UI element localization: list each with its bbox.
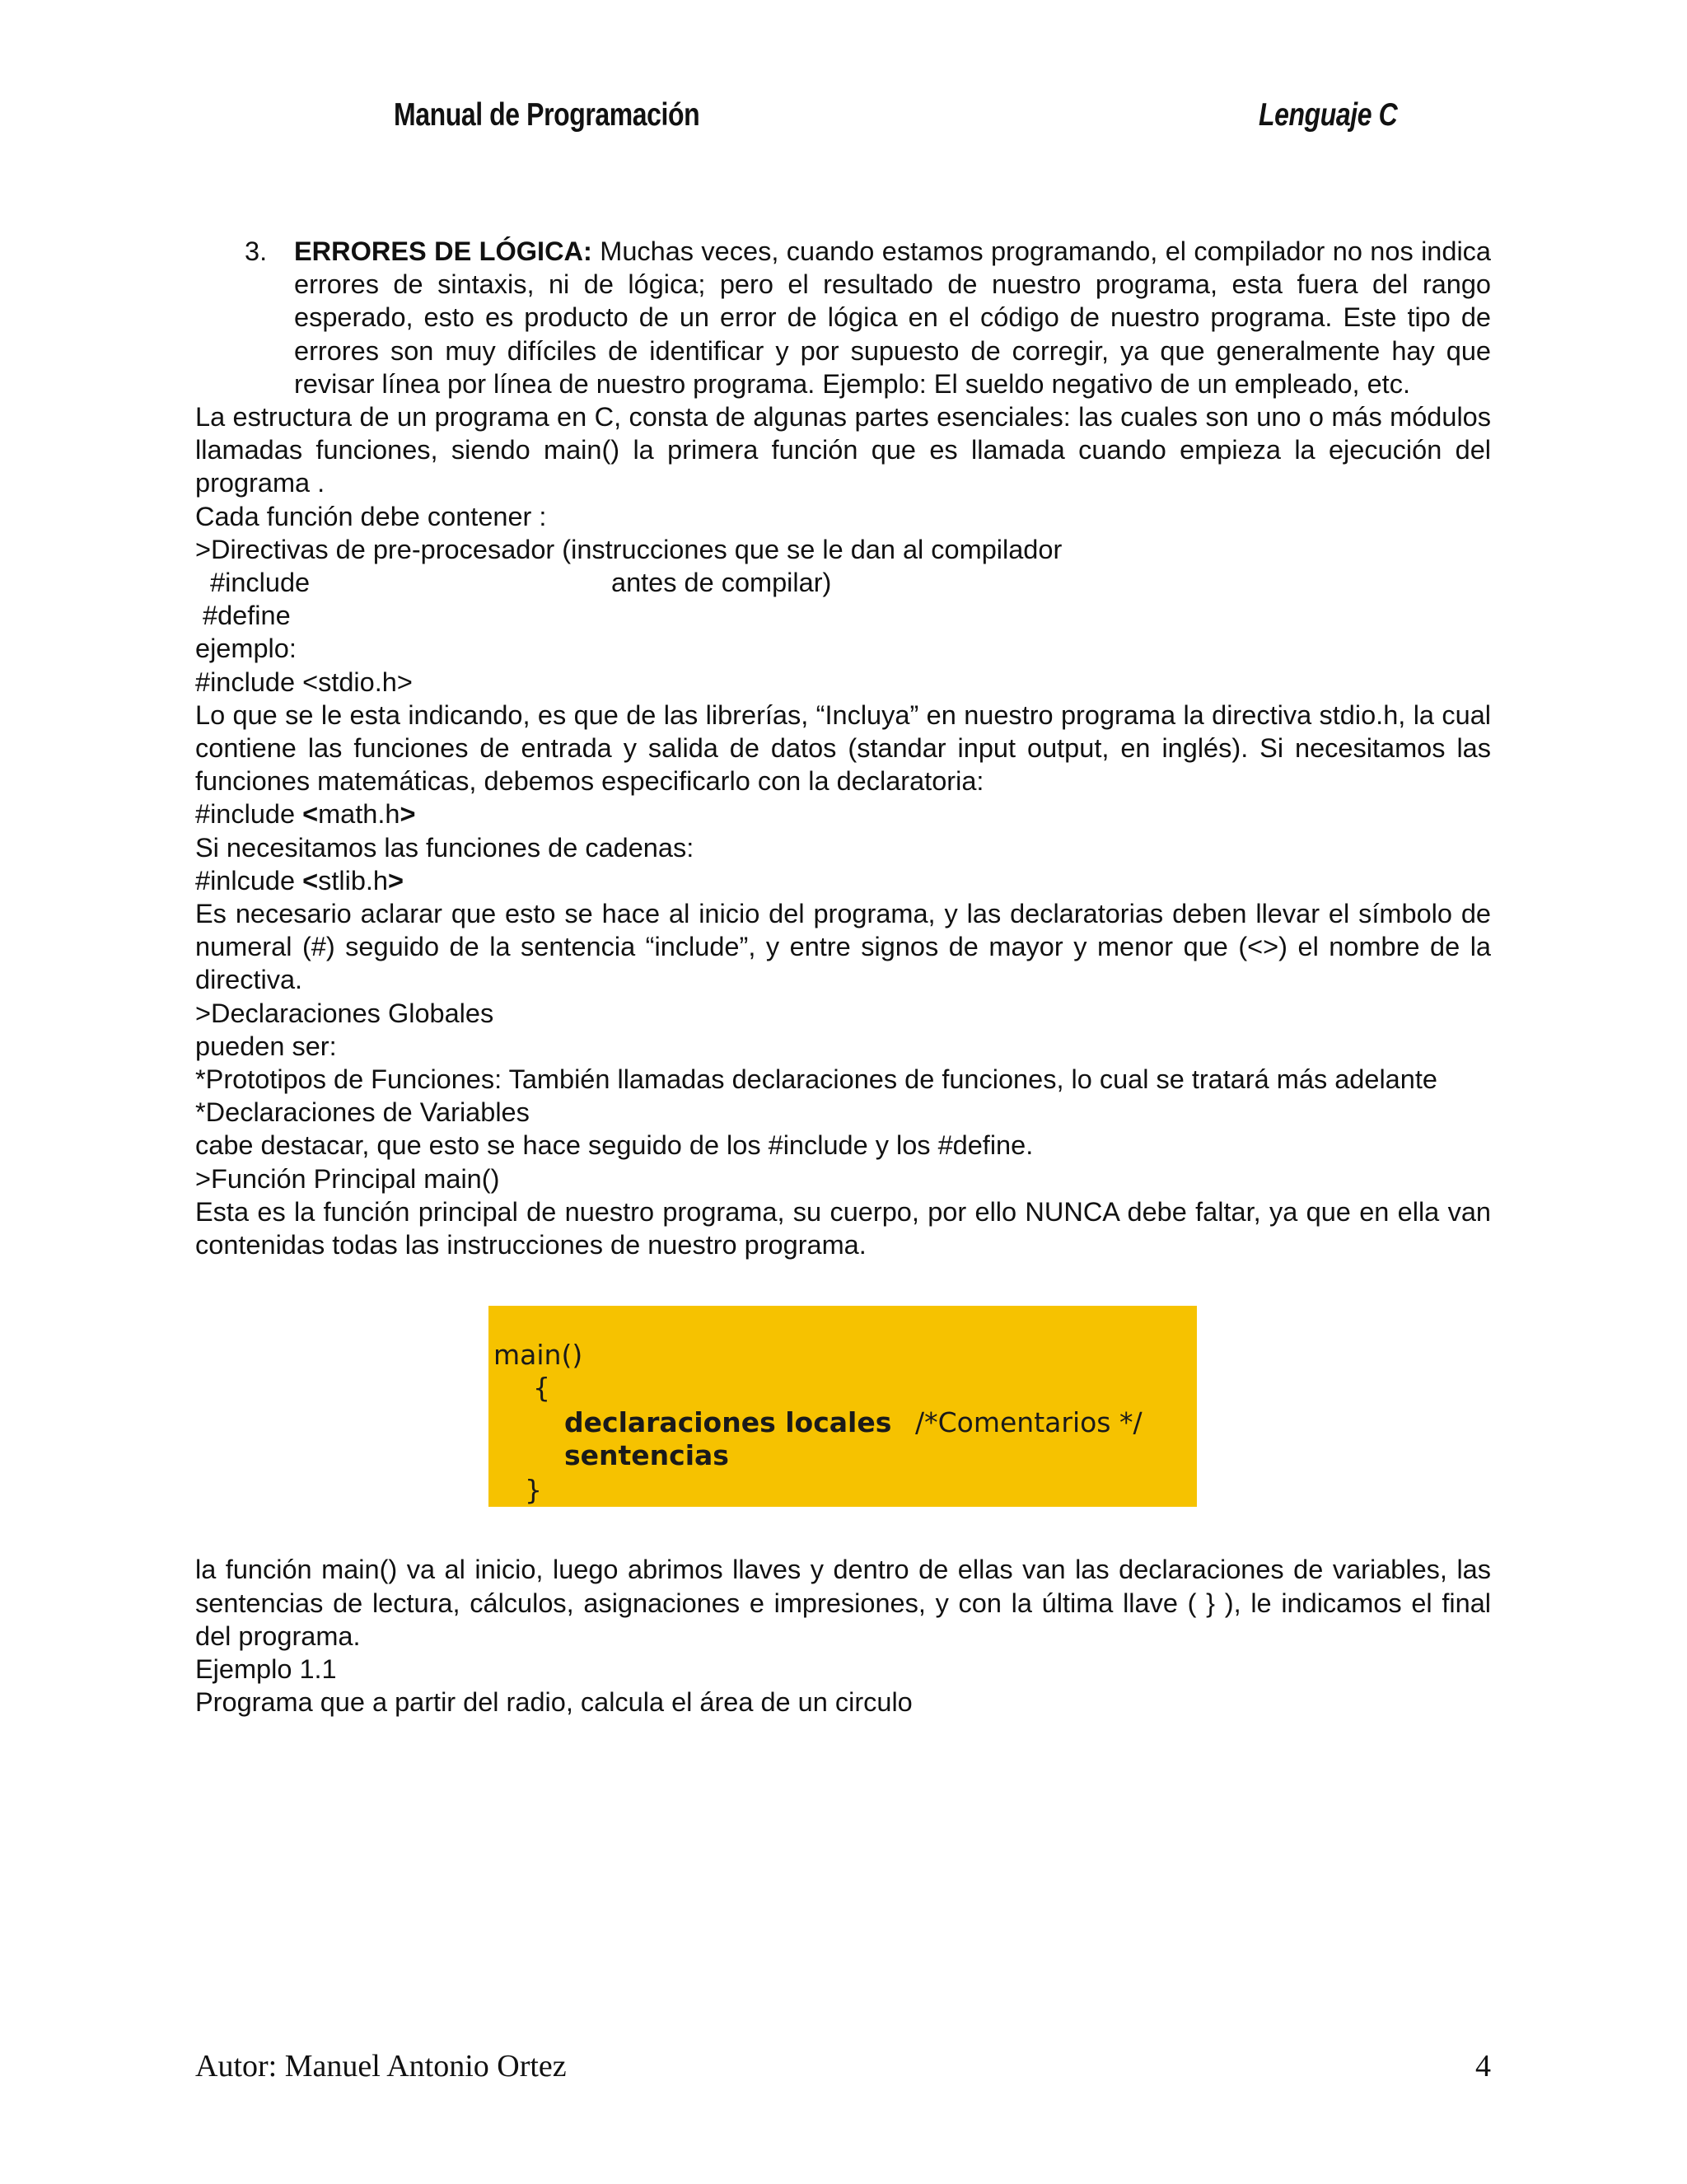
include-math-prefix: #include xyxy=(195,799,303,830)
footer-author: Autor: Manuel Antonio Ortez xyxy=(195,2049,567,2083)
manual-title: Manual de Programación xyxy=(394,97,700,133)
paragraph-incluya: Lo que se le esta indicando, es que de las librerías, “Incluya” en nuestro programa la directiva stdio.h, la cual contiene las funciones de entrada y salida de datos (standar input output, en inglés). Si necesitamos las funciones matemáticas, debemos especificarlo con la declaratoria: xyxy=(195,699,1491,797)
main-structure-figure xyxy=(488,1306,1197,1507)
item-number: 3. xyxy=(245,236,268,266)
paragraph-principal: Esta es la función principal de nuestro programa, su cuerpo, por ello NUNCA debe faltar, ya que en ella van contenidas todas las instrucciones de nuestro programa. xyxy=(195,1196,1491,1260)
line-decl-globales: >Declaraciones Globales xyxy=(195,998,494,1028)
paragraph-estructura: La estructura de un programa en C, consta de algunas partes esenciales: las cuales son uno o más módulos llamadas funciones, siendo main() la primera función que es llamada cuando empieza la ejecución del programa . xyxy=(195,402,1491,498)
line-include xyxy=(195,566,1491,599)
inlcude-prefix: #inlcude xyxy=(195,865,303,896)
line-directivas: >Directivas de pre-procesador (instrucciones que se le dan al compilador xyxy=(195,534,1063,564)
language-title: Lenguaje C xyxy=(1259,97,1398,133)
inlcude-name: stlib.h xyxy=(318,865,388,896)
line-include-stdio: #include <stdio.h> xyxy=(195,666,413,697)
line-ejemplo-11: Ejemplo 1.1 xyxy=(195,1653,337,1684)
line-inlcude-stlib xyxy=(195,864,1491,897)
inlcude-lt: < xyxy=(302,865,319,896)
page-number: 4 xyxy=(1475,2049,1491,2083)
include-math-name: math.h xyxy=(318,799,400,830)
line-decl-variables: *Declaraciones de Variables xyxy=(195,1097,530,1128)
line-define: #define xyxy=(195,601,291,631)
code-declaraciones: declaraciones locales xyxy=(564,1406,892,1439)
line-prototipos: *Prototipos de Funciones: También llamadas declaraciones de funciones, lo cual se tratará más adelante xyxy=(195,1064,1437,1095)
code-main: main() xyxy=(493,1339,583,1372)
line-ejemplo: ejemplo: xyxy=(195,634,297,664)
page-footer xyxy=(195,2048,1491,2089)
line-funcion-principal: >Función Principal main() xyxy=(195,1163,500,1194)
line-cabe-destacar: cabe destacar, que esto se hace seguido de los #include y los #define. xyxy=(195,1130,1034,1161)
item-text: Muchas veces, cuando estamos programando, el compilador no nos indica errores de sintaxis, ni de lógica; pero el resultado de nuestro programa, esta fuera del rango esperado, esto es producto de un error de lógica en el código de nuestro programa. Este tipo de errores son muy difíciles de identificar y por supuesto de corregir, ya que generalmente hay que revisar línea por línea de nuestro programa. Ejemplo: El sueldo negativo de un empleado, etc. xyxy=(294,236,1491,399)
include-math-lt: < xyxy=(302,799,319,830)
page-content xyxy=(195,235,1491,1719)
code-open-brace: { xyxy=(533,1372,550,1405)
include-math-gt: > xyxy=(400,799,416,830)
paragraph-main-inicio: la función main() va al inicio, luego abrimos llaves y dentro de ellas van las declaraciones de variables, las sentencias de lectura, cálculos, asignaciones e impresiones, y con la última llave ( } ), le indicamos el final del programa. xyxy=(195,1555,1491,1651)
line-programa-radio: Programa que a partir del radio, calcula el área de un circulo xyxy=(195,1687,913,1718)
include-keyword: #include xyxy=(195,568,311,598)
line-si-cadenas: Si necesitamos las funciones de cadenas: xyxy=(195,832,694,863)
line-pueden-ser: pueden ser: xyxy=(195,1031,337,1061)
code-comentarios: /*Comentarios */ xyxy=(915,1406,1143,1439)
inlcude-gt: > xyxy=(388,865,404,896)
code-close-brace: } xyxy=(525,1474,542,1507)
item-body xyxy=(294,235,1491,400)
code-sentencias: sentencias xyxy=(564,1439,729,1472)
item-errores-logica xyxy=(195,235,1491,400)
page-header xyxy=(0,97,1687,147)
line-cada-funcion: Cada función debe contener : xyxy=(195,501,547,531)
include-note: antes de compilar) xyxy=(611,568,832,598)
line-include-math xyxy=(195,797,1491,830)
item-heading: ERRORES DE LÓGICA: xyxy=(294,236,592,266)
paragraph-aclarar: Es necesario aclarar que esto se hace al inicio del programa, y las declaratorias deben llevar el símbolo de numeral (#) seguido de la sentencia “include”, y entre signos de mayor y menor que (<>) el nombre de la directiva. xyxy=(195,899,1491,995)
